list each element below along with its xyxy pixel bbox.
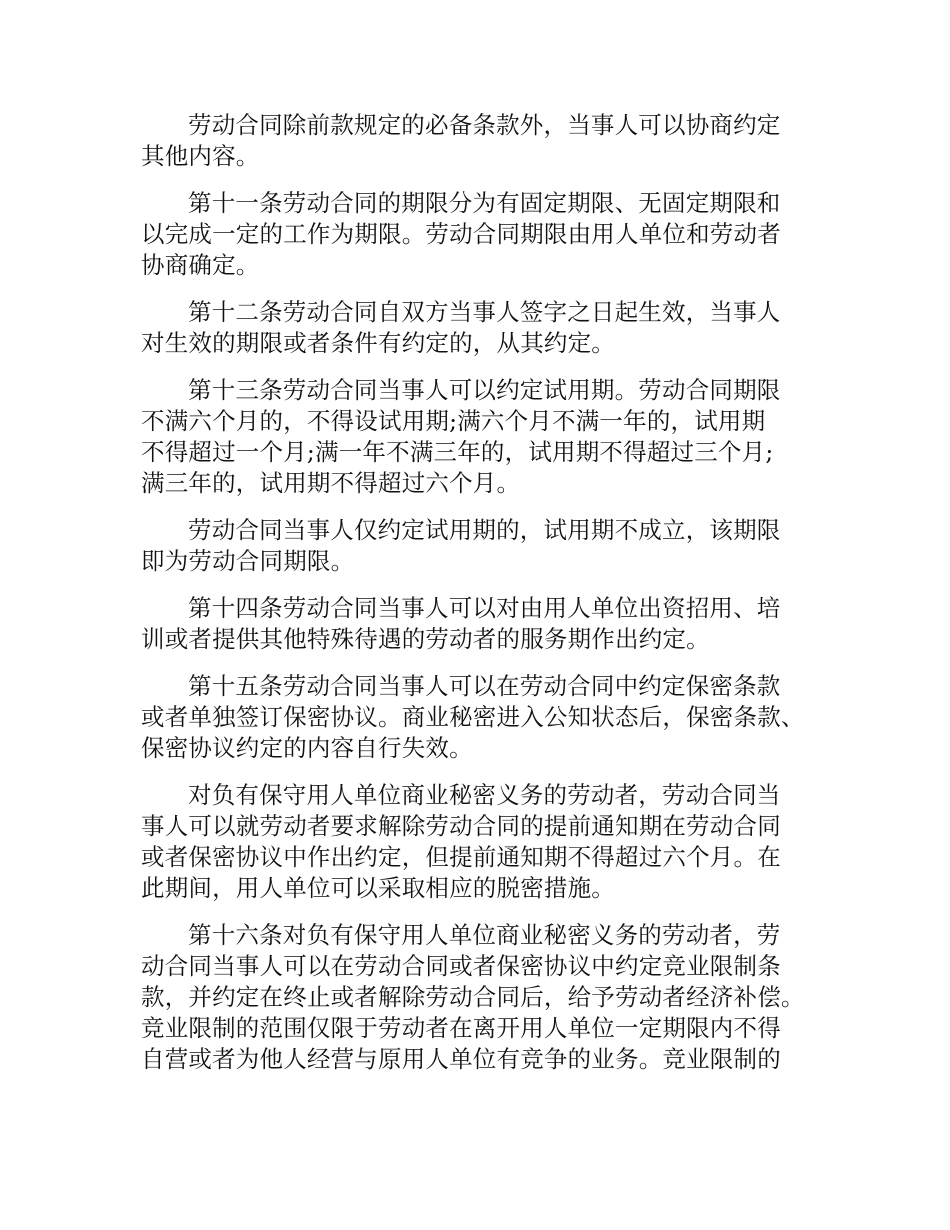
paragraph-6: 第十四条劳动合同当事人可以对由用人单位出资招用、培 训或者提供其他特殊待遇的劳动者的服务期作出约定。 xyxy=(141,594,781,653)
paragraph-3: 第十二条劳动合同自双方当事人签字之日起生效，当事人 对生效的期限或者条件有约定的，从其约定。 xyxy=(141,298,781,357)
document-body xyxy=(141,110,809,1091)
paragraph-8: 对负有保守用人单位商业秘密义务的劳动者，劳动合同当 事人可以就劳动者要求解除劳动合同的提前通知期在劳动合同 或者保密协议中作出约定，但提前通知期不得超过六个月。在 此期间，用人单位可以采取相应的脱密措施。 xyxy=(141,781,781,902)
paragraph-2: 第十一条劳动合同的期限分为有固定期限、无固定期限和 以完成一定的工作为期限。劳动合同期限由用人单位和劳动者 协商确定。 xyxy=(141,189,781,279)
paragraph-4: 第十三条劳动合同当事人可以约定试用期。劳动合同期限 不满六个月的，不得设试用期;满六个月不满一年的，试用期 不得超过一个月;满一年不满三年的，试用期不得超过三个月; 满三年的，试用期不得超过六个月。 xyxy=(141,376,781,497)
paragraph-5: 劳动合同当事人仅约定试用期的，试用期不成立，该期限 即为劳动合同期限。 xyxy=(141,516,781,575)
paragraph-1: 劳动合同除前款规定的必备条款外，当事人可以协商约定 其他内容。 xyxy=(141,111,781,170)
paragraph-9: 第十六条对负有保守用人单位商业秘密义务的劳动者，劳 动合同当事人可以在劳动合同或者保密协议中约定竞业限制条 款，并约定在终止或者解除劳动合同后，给予劳动者经济补偿。 竞业限制的范围仅限于劳动者在离开用人单位一定期限内不得 自营或者为他人经营与原用人单位有竞争的业务。竞业限制的 xyxy=(141,921,805,1073)
paragraph-7: 第十五条劳动合同当事人可以在劳动合同中约定保密条款 或者单独签订保密协议。商业秘密进入公知状态后，保密条款、 保密协议约定的内容自行失效。 xyxy=(141,672,805,762)
